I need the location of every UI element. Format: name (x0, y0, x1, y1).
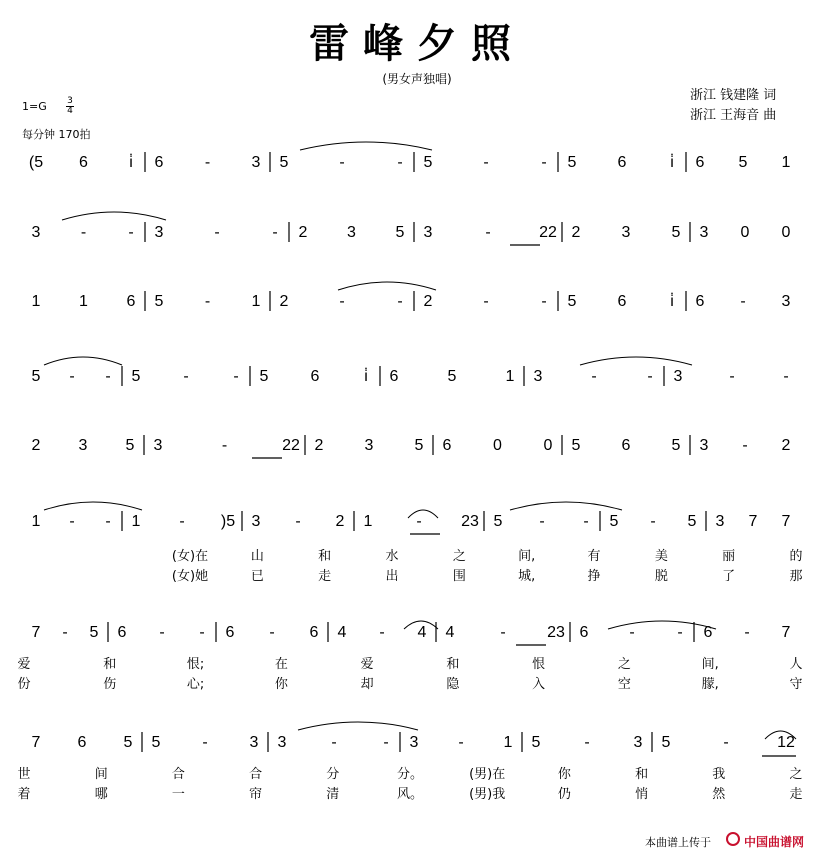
note: 1 (79, 293, 88, 310)
lyric-syllable: 之 (617, 657, 631, 672)
note: - (214, 224, 220, 241)
note: 5 (279, 154, 289, 171)
lyric-syllable: 恨 (532, 657, 546, 672)
note: - (723, 734, 729, 751)
lyric-syllable: 间, (701, 657, 719, 672)
lyric-syllable: 份 (17, 677, 31, 692)
note: 5 (567, 293, 577, 310)
note: 6 (77, 734, 87, 751)
lyric-syllable: 走 (789, 787, 803, 802)
note: - (485, 224, 491, 241)
tempo-marking: 每分钟 170拍 (22, 128, 91, 141)
note: 5 (154, 293, 164, 310)
note: 3 (78, 437, 88, 454)
note: - (295, 513, 301, 530)
note: - (383, 734, 389, 751)
lyric-syllable: 隐 (446, 677, 460, 692)
note: i̇ (129, 154, 133, 171)
note: 3 (673, 368, 683, 385)
note: - (379, 624, 385, 641)
note: 5 (687, 513, 697, 530)
note: 0 (781, 224, 791, 241)
note: 5 (671, 437, 681, 454)
note: 6 (310, 368, 320, 385)
lyric-syllable: 间 (94, 767, 108, 782)
note: 5 (89, 624, 99, 641)
note: 3 (31, 224, 41, 241)
note: 6 (695, 154, 705, 171)
note: - (500, 624, 506, 641)
note: 3 (153, 437, 163, 454)
note: 1 (363, 513, 373, 530)
site-logo-icon (726, 832, 740, 846)
note: 3 (699, 437, 709, 454)
lyric-syllable: 人 (789, 657, 803, 672)
lyric-syllable: 世 (17, 767, 31, 782)
composer-credit: 浙江 王海音 曲 (690, 108, 777, 123)
tie-arc (408, 510, 438, 518)
note: 5 (447, 368, 457, 385)
note: - (742, 437, 748, 454)
lyric-syllable: 清 (326, 787, 340, 802)
lyric-syllable: 的 (789, 549, 803, 564)
note: 23 (461, 513, 479, 530)
note: 2 (571, 224, 581, 241)
lyric-syllable: 着 (17, 787, 31, 802)
lyric-syllable: 一 (171, 787, 185, 802)
note: 5 (423, 154, 433, 171)
note: 6 (117, 624, 127, 641)
tie-arc (300, 142, 432, 150)
note: 2 (298, 224, 308, 241)
note: 3 (154, 224, 164, 241)
note: 7 (31, 624, 41, 641)
note: - (783, 368, 789, 385)
note: 1 (31, 513, 41, 530)
note: - (483, 154, 489, 171)
lyric-syllable: 城, (518, 569, 536, 584)
lyric-syllable: 哪 (94, 787, 108, 802)
note: 7 (31, 734, 41, 751)
note: 5 (123, 734, 133, 751)
note: - (339, 154, 345, 171)
lyric-syllable: (女)她 (171, 569, 209, 584)
note: 5 (151, 734, 161, 751)
note: - (199, 624, 205, 641)
note: - (159, 624, 165, 641)
note: 5 (738, 154, 748, 171)
note: 6 (442, 437, 452, 454)
note: - (541, 154, 547, 171)
lyric-syllable: 间, (518, 549, 536, 564)
note: 7 (781, 624, 791, 641)
lyric-syllable: 帘 (249, 787, 263, 802)
note: 5 (259, 368, 269, 385)
note: - (397, 293, 403, 310)
note: 1 (505, 368, 515, 385)
note: 22 (282, 437, 300, 454)
note: - (583, 513, 589, 530)
note: - (221, 437, 228, 454)
lyric-syllable: 有 (587, 549, 601, 564)
lyric-syllable: 在 (274, 657, 288, 672)
note: 22 (539, 224, 557, 241)
lyric-syllable: 和 (635, 767, 649, 782)
lyric-syllable: (男)在 (469, 767, 506, 782)
note: 3 (251, 154, 261, 171)
note: i̇ (364, 368, 368, 385)
lyric-syllable: 之 (789, 767, 803, 782)
note: 3 (633, 734, 643, 751)
note: - (183, 368, 189, 385)
note: 6 (225, 624, 235, 641)
lyric-syllable: 入 (532, 677, 546, 692)
lyric-syllable: 你 (557, 767, 571, 782)
lyric-syllable: 合 (249, 767, 263, 782)
note: - (729, 368, 735, 385)
note: - (677, 624, 683, 641)
note: 3 (715, 513, 725, 530)
note: 6 (389, 368, 399, 385)
note: - (69, 368, 75, 385)
note: - (416, 513, 422, 530)
footer-site-name: 中国曲谱网 (744, 835, 805, 849)
note: 5 (571, 437, 581, 454)
note: 6 (579, 624, 589, 641)
note: 23 (547, 624, 565, 641)
note: 6 (154, 154, 164, 171)
note: (5 (28, 154, 44, 171)
time-denominator: 4 (67, 106, 73, 116)
note: 3 (277, 734, 287, 751)
lyric-syllable: 分 (326, 767, 340, 782)
lyric-syllable: 仍 (557, 787, 571, 802)
lyric-syllable: (女)在 (171, 549, 209, 564)
lyric-syllable: 已 (250, 569, 264, 584)
note: - (62, 624, 68, 641)
note: i̇ (670, 154, 674, 171)
tie-arc (580, 357, 692, 365)
note: 5 (531, 734, 541, 751)
lyric-syllable: 和 (103, 657, 117, 672)
tie-arc (338, 282, 436, 290)
lyric-syllable: 合 (171, 767, 185, 782)
note: - (105, 368, 111, 385)
lyric-syllable: 出 (385, 569, 399, 584)
note: 3 (249, 734, 259, 751)
note: 5 (609, 513, 619, 530)
note: - (397, 154, 403, 171)
note: - (233, 368, 239, 385)
note: 4 (417, 624, 427, 641)
note: 3 (364, 437, 374, 454)
note: - (584, 734, 590, 751)
lyric-syllable: 然 (712, 787, 726, 802)
note: - (483, 293, 489, 310)
lyric-syllable: 却 (360, 677, 374, 692)
lyric-syllable: 恨; (186, 657, 205, 672)
note: 5 (567, 154, 577, 171)
lyric-syllable: 围 (452, 569, 466, 584)
note: 1 (31, 293, 41, 310)
lyric-syllable: 悄 (635, 787, 649, 802)
note: 3 (423, 224, 433, 241)
lyric-syllable: 风。 (396, 787, 424, 802)
tie-arc (298, 722, 418, 730)
note: 6 (126, 293, 136, 310)
note: 6 (617, 154, 627, 171)
note: 6 (309, 624, 319, 641)
note: 1 (251, 293, 261, 310)
tie-arc (608, 621, 716, 629)
note: 0 (543, 437, 553, 454)
note: 3 (409, 734, 419, 751)
lyric-syllable: 美 (654, 549, 668, 564)
note: - (539, 513, 545, 530)
lyric-syllable: 脱 (654, 569, 668, 584)
note: - (204, 293, 211, 310)
note: - (204, 154, 211, 171)
note: 6 (617, 293, 627, 310)
note: 1 (781, 154, 791, 171)
note: 3 (781, 293, 791, 310)
lyric-syllable: 之 (452, 549, 466, 564)
note: 12 (777, 734, 795, 751)
note: 7 (748, 513, 758, 530)
tie-arc (62, 212, 166, 220)
lyric-syllable: 爱 (360, 657, 374, 672)
note: - (202, 734, 208, 751)
note: - (272, 224, 278, 241)
note: 2 (314, 437, 324, 454)
note: 5 (125, 437, 135, 454)
song-subtitle: (男女声独唱) (382, 72, 452, 86)
song-title: 雷峰夕照 (309, 20, 525, 67)
note: 1 (131, 513, 141, 530)
lyric-syllable: 伤 (103, 677, 117, 692)
note: - (179, 513, 185, 530)
note: 0 (493, 437, 502, 454)
note: 0 (740, 224, 750, 241)
note: 2 (781, 437, 791, 454)
tie-arc (44, 502, 142, 510)
time-numerator: 3 (67, 96, 73, 106)
lyric-syllable: 那 (789, 569, 803, 584)
note: 5 (414, 437, 424, 454)
note: 5 (31, 368, 41, 385)
note: 4 (337, 624, 347, 641)
note: 5 (395, 224, 405, 241)
tie-arc (44, 357, 122, 365)
lyric-syllable: 和 (446, 657, 460, 672)
note: - (331, 734, 337, 751)
footer-upload-text: 本曲谱上传于 (645, 836, 711, 849)
lyric-syllable: 你 (274, 677, 288, 692)
lyricist-credit: 浙江 钱建隆 词 (690, 88, 777, 103)
note: - (541, 293, 547, 310)
lyric-syllable: 和 (318, 549, 332, 564)
note: 2 (335, 513, 345, 530)
lyric-syllable: 心; (186, 677, 205, 692)
note: i̇ (670, 293, 674, 310)
lyric-syllable: 守 (789, 677, 803, 692)
note: - (80, 224, 87, 241)
note: - (339, 293, 345, 310)
note: - (650, 513, 656, 530)
note: 6 (79, 154, 88, 171)
note: - (629, 624, 635, 641)
lyric-syllable: 了 (722, 569, 736, 584)
tie-arc (510, 502, 622, 510)
note: - (128, 224, 134, 241)
note: - (647, 368, 653, 385)
note: - (69, 513, 75, 530)
note: 5 (671, 224, 681, 241)
note: 3 (621, 224, 631, 241)
lyric-syllable: 我 (712, 767, 726, 782)
note: 2 (31, 437, 41, 454)
note: - (458, 734, 464, 751)
lyric-syllable: (男)我 (469, 787, 506, 802)
note: 3 (251, 513, 261, 530)
note: - (591, 368, 597, 385)
note: 4 (445, 624, 455, 641)
note: 5 (493, 513, 503, 530)
note: 6 (695, 293, 705, 310)
note: - (744, 624, 750, 641)
note: 3 (533, 368, 543, 385)
note: 3 (699, 224, 709, 241)
note: - (740, 293, 746, 310)
lyric-syllable: 山 (250, 549, 264, 564)
lyric-syllable: 水 (385, 549, 399, 564)
note: - (105, 513, 111, 530)
note: 2 (279, 293, 289, 310)
lyric-syllable: 爱 (17, 657, 31, 672)
note: 2 (423, 293, 433, 310)
note: - (269, 624, 275, 641)
note: 1 (503, 734, 513, 751)
lyric-syllable: 走 (318, 569, 332, 584)
lyric-syllable: 挣 (587, 569, 601, 584)
note: 5 (661, 734, 671, 751)
lyric-syllable: 分。 (396, 767, 424, 782)
note: 5 (131, 368, 141, 385)
note: )5 (220, 513, 236, 530)
note: 6 (621, 437, 631, 454)
note: 3 (347, 224, 356, 241)
lyric-syllable: 丽 (722, 549, 736, 564)
note: 7 (781, 513, 791, 530)
note: 6 (703, 624, 713, 641)
key-signature: 1=G (22, 100, 47, 113)
lyric-syllable: 朦, (701, 677, 719, 692)
lyric-syllable: 空 (617, 677, 631, 692)
